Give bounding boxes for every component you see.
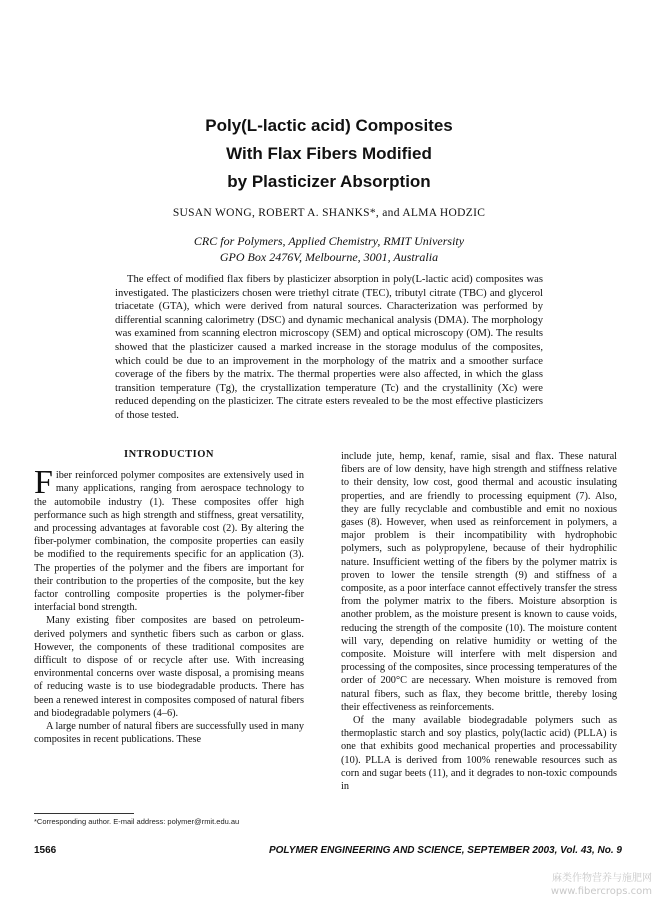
affiliation [0,233,658,265]
affiliation-line-1: CRC for Polymers, Applied Chemistry, RMIT University [193,234,465,248]
intro-paragraph-1-text: iber reinforced polymer composites are extensively used in many applications, ranging from aerospace technology to the automobile industry (1). These composites offer high performance such as high strength and stiffness, great versatility, and processing advantages at favorable cost (2). By altering the fiber-polymer combination, the composite properties can easily be modified to the requirements specific for an application (3). The properties of the polymer and the fibers are important for their contribution to the properties of the composite, but the key factor controlling composite properties is the polymer-fiber interfacial bond strength. [34,470,304,614]
right-paragraph-2: Of the many available biodegradable polymers such as thermoplastic starch and soy plastics, poly(lactic acid) (PLLA) is one that exhibits good mechanical properties and processability (10). PLLA is derived from 100% renewable resources such as corn and sugar beets (11), and it degrades to non-toxic compounds in [341,715,617,793]
abstract: The effect of modified flax fibers by plasticizer absorption in poly(L-lactic acid) composites was investigated. The plasticizers chosen were triethyl citrate (TEC), tributyl citrate (TBC) and glycerol triacetate (GTA), which were derived from natural sources. Characterization was performed by differential scanning calorimetry (DSC) and dynamic mechanical analysis (DMA). The morphology was examined from scanning electron microscopy (SEM) and optical microscopy (OM). The results showed that the plasticizer caused a marked increase in the storage modulus of the composites, which could be due to an improvement in the morphology of the matrix and a smoother surface coverage of the fibers by the matrix. The thermal properties were also affected, in which the glass transition temperature (Tg), the crystallization temperature (Tc) and the crystallinity (Xc) were reduced depending on the plasticizer. The citrate esters revealed to be the most effective plasticizers of those tested. [115,274,543,421]
title-line-3: by Plasticizer Absorption [227,172,431,191]
page-number: 1566 [34,845,57,856]
intro-paragraph-3: A large number of natural fibers are successfully used in many composites in recent publications. These [34,721,304,746]
drop-cap: F [34,464,53,502]
watermark-line-1: 麻类作物营养与施肥网 [552,873,652,884]
watermark [551,872,652,898]
intro-paragraph-2: Many existing fiber composites are based on petroleum-derived polymers and synthetic fibers such as carbon or glass. However, the components of these traditional composites are difficult to dispose of or recycle after use. With increasing environmental concerns over waste disposal, a promising means of reducing waste is to use biodegradable products. There has been a renewed interest in composites composed of natural fibers and biodegradable polymers (4–6). [34,615,304,719]
right-paragraph-1: include jute, hemp, kenaf, ramie, sisal and flax. These natural fibers are of low density, have high strength and stiffness relative to their density, low cost, good thermal and acoustic insulating properties, and are friendly to processing equipment (7). Also, they are fully recyclable and combustible and emit no noxious gases (8). However, when used as reinforcement in polymers, a major problem is their incompatibility with hydrophobic polymers, such as polypropylene, because of their hydrophilic nature. Insufficient wetting of the fibers by the polymer matrix is proven to lower the tensile strength (9) and stiffness of a composite, as a poor interface cannot effectively transfer the stress from the polymer matrix to the fibers. Moisture absorption is another problem, as the moisture present is known to cause voids, reducing the strength of the composite (10). The moisture content will vary, depending on relative humidity or wetting of the composite. Moisture will interfere with melt dispersion and processing of the composites, since processing temperatures of the order of 200°C are necessary. When moisture is removed from natural fibers, such as flax, they become brittle, thereby losing their effectiveness as reinforcements. [341,451,617,713]
journal-citation: POLYMER ENGINEERING AND SCIENCE, SEPTEMBER 2003, Vol. 43, No. 9 [268,845,622,856]
left-column [34,448,304,746]
title-line-1: Poly(L-lactic acid) Composites [205,116,453,135]
title-line-2: With Flax Fibers Modified [226,144,432,163]
right-column [341,450,617,793]
footnote-divider [34,813,134,814]
author-list: SUSAN WONG, ROBERT A. SHANKS*, and ALMA HODZIC [172,207,486,219]
affiliation-line-2: GPO Box 2476V, Melbourne, 3001, Australia [219,250,439,264]
footnote-corresponding-author: *Corresponding author. E-mail address: polymer@rmit.edu.au [34,817,240,826]
section-heading-introduction: INTRODUCTION [123,449,214,460]
intro-paragraph-1 [34,464,304,614]
watermark-line-2: www.fibercrops.com [550,886,652,897]
paper-title [0,112,658,196]
